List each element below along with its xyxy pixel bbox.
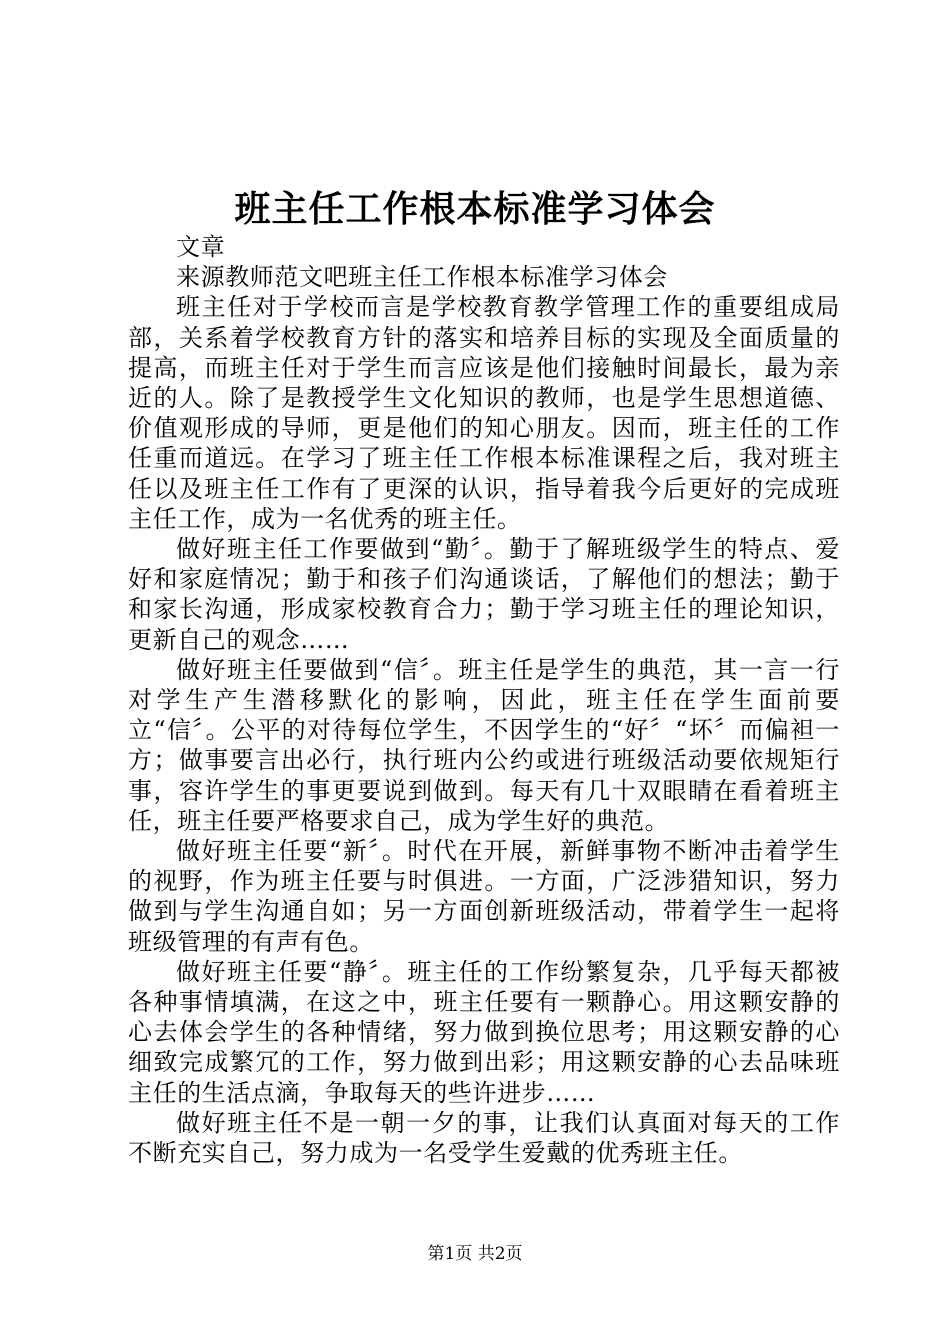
paragraph-intro: 班主任对于学校而言是学校教育教学管理工作的重要组成局部，关系着学校教育方针的落实和培养目标的实现及全面质量的提高，而班主任对于学生而言应该是他们接触时间最长，最为亲近的人。除了是教授学生文化知识的教师，也是学生思想道德、价值观形成的导师，更是他们的知心朋友。因而，班主任的工作任重而道远。在学习了班主任工作根本标准课程之后，我对班主任以及班主任工作有了更深的认识，指导着我今后更好的完成班主任工作，成为一名优秀的班主任。 xyxy=(128,293,840,533)
paragraph-innovation: 做好班主任要“新〞。时代在开展，新鲜事物不断冲击着学生的视野，作为班主任要与时俱进。一方面，广泛涉猎知识，努力做到与学生沟通自如；另一方面创新班级活动，带着学生一起将班级管理的有声有色。 xyxy=(128,837,840,956)
page-number-footer: 第1页 共2页 xyxy=(427,1244,523,1264)
paragraph-source: 来源教师范文吧班主任工作根本标准学习体会 xyxy=(176,263,668,292)
document-body xyxy=(128,232,840,1168)
paragraph-trust: 做好班主任要做到“信〞。班主任是学生的典范，其一言一行对学生产生潜移默化的影响，因此，班主任在学生面前要立“信〞。公平的对待每位学生，不因学生的“好〞“坏〞而偏袒一方；做事要言出必行，执行班内公约或进行班级活动要依规矩行事，容许学生的事更要说到做到。每天有几十双眼睛在看着班主任，班主任要严格要求自己，成为学生好的典范。 xyxy=(128,655,840,835)
document-title: 班主任工作根本标准学习体会 xyxy=(234,188,716,230)
paragraph-source-label: 文章 xyxy=(176,233,226,261)
paragraph-conclusion: 做好班主任不是一朝一夕的事，让我们认真面对每天的工作不断充实自己，努力成为一名受学生爱戴的优秀班主任。 xyxy=(128,1108,840,1168)
paragraph-calm: 做好班主任要“静〞。班主任的工作纷繁复杂，几乎每天都被各种事情填满，在这之中，班主任要有一颗静心。用这颗安静的心去体会学生的各种情绪，努力做到换位思考；用这颗安静的心细致完成繁冗的工作，努力做到出彩；用这颗安静的心去品味班主任的生活点滴，争取每天的些许进步…… xyxy=(128,957,840,1107)
paragraph-diligence: 做好班主任工作要做到“勤〞。勤于了解班级学生的特点、爱好和家庭情况；勤于和孩子们沟通谈话，了解他们的想法；勤于和家长沟通，形成家校教育合力；勤于学习班主任的理论知识，更新自己的观念…… xyxy=(128,535,840,654)
